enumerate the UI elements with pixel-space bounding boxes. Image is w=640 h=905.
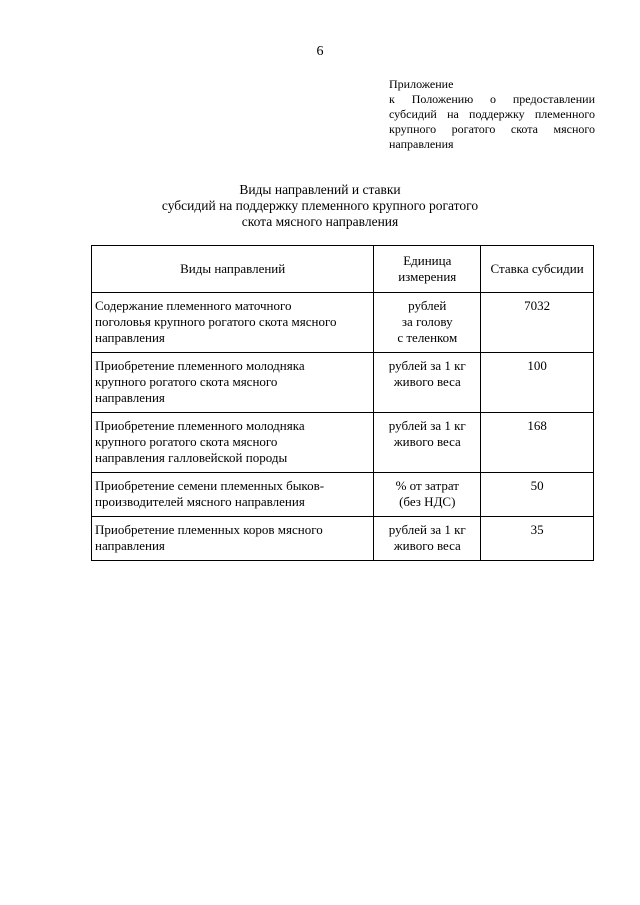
row-type-line: направления — [95, 330, 165, 345]
appendix-line: направления — [389, 137, 454, 151]
header-rate: Ставка субсидии — [481, 246, 594, 293]
row-type-line: производителей мясного направления — [95, 494, 305, 509]
title-line: Виды направлений и ставки — [239, 182, 401, 197]
header-unit-line: Единица — [403, 253, 452, 268]
appendix-line: Приложение — [389, 77, 454, 91]
row-type-line: Приобретение племенных коров мясного — [95, 522, 323, 537]
title-line: субсидий на поддержку племенного крупного рогатого — [161, 198, 479, 213]
row-type-line: Приобретение племенного молодняка — [95, 358, 305, 373]
appendix-line: субсидий на поддержку племенного — [389, 107, 595, 121]
row-unit-cell — [374, 353, 481, 413]
page-number: 6 — [316, 44, 324, 59]
header-unit — [374, 246, 481, 293]
document-title — [0, 182, 640, 230]
row-unit-line: рублей — [408, 298, 447, 313]
row-rate-cell: 168 — [481, 413, 594, 473]
table-header-row — [92, 246, 594, 293]
row-rate-cell: 7032 — [481, 293, 594, 353]
subsidy-rates-table — [91, 245, 594, 561]
table-row — [92, 353, 594, 413]
row-rate-cell: 50 — [481, 473, 594, 517]
table-row — [92, 517, 594, 561]
appendix-line: крупного рогатого скота мясного — [389, 122, 595, 136]
table-row — [92, 413, 594, 473]
row-type-line: поголовья крупного рогатого скота мясного — [95, 314, 337, 329]
row-type-line: Приобретение племенного молодняка — [95, 418, 305, 433]
row-unit-line: % от затрат — [395, 478, 459, 493]
row-unit-line: живого веса — [393, 374, 461, 389]
header-type: Виды направлений — [92, 246, 374, 293]
row-type-line: крупного рогатого скота мясного — [95, 434, 278, 449]
row-type-line: Содержание племенного маточного — [95, 298, 292, 313]
row-unit-line: рублей за 1 кг — [388, 358, 466, 373]
row-rate-cell: 35 — [481, 517, 594, 561]
row-type-line: направления — [95, 390, 165, 405]
row-unit-line: живого веса — [393, 538, 461, 553]
row-rate-cell: 100 — [481, 353, 594, 413]
row-unit-line: рублей за 1 кг — [388, 522, 466, 537]
table-row — [92, 473, 594, 517]
row-type-line: крупного рогатого скота мясного — [95, 374, 278, 389]
row-unit-line: рублей за 1 кг — [388, 418, 466, 433]
row-type-cell — [92, 517, 374, 561]
row-unit-cell — [374, 413, 481, 473]
row-unit-line: с теленком — [397, 330, 458, 345]
row-type-line: направления галловейской породы — [95, 450, 288, 465]
row-type-line: Приобретение семени племенных быков- — [95, 478, 325, 493]
row-type-cell — [92, 353, 374, 413]
appendix-line: к Положению о предоставлении — [389, 92, 595, 106]
row-type-cell — [92, 473, 374, 517]
row-type-cell — [92, 293, 374, 353]
appendix-note — [389, 77, 595, 152]
title-line: скота мясного направления — [241, 214, 399, 229]
row-unit-cell — [374, 293, 481, 353]
row-unit-line: (без НДС) — [399, 494, 456, 509]
row-unit-cell — [374, 473, 481, 517]
header-unit-line: измерения — [398, 269, 457, 284]
table-row — [92, 293, 594, 353]
row-unit-line: живого веса — [393, 434, 461, 449]
row-type-cell — [92, 413, 374, 473]
row-type-line: направления — [95, 538, 165, 553]
row-unit-line: за голову — [401, 314, 453, 329]
row-unit-cell — [374, 517, 481, 561]
